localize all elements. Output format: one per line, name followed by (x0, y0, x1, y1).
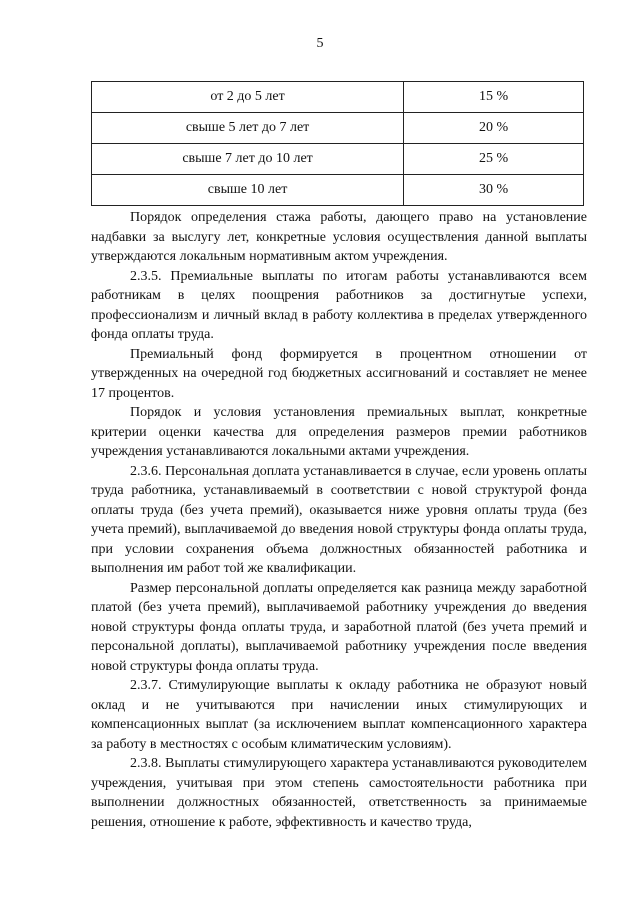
table-row (92, 144, 584, 175)
document-body (91, 208, 587, 832)
table-cell-rate: 25 % (404, 144, 584, 175)
paragraph-2-3-8: 2.3.8. Выплаты стимулирующего характера устанавливаются руководителем учреждения, учитывая при этом степень самостоятельности работника при выполнении должностных обязанностей, ответственность за принимаемые решения, отношение к работе, эффективность и качество труда, (91, 756, 587, 830)
paragraph-personal-surcharge-size: Размер персональной доплаты определяется как разница между заработной платой (без учета премий), выплачиваемой работнику учреждения до введения новой структуры фонда оплаты труда, и заработной платой (без учета премий и персональной доплаты), выплачиваемой работнику учреждения после введения новой структуры фонда оплаты труда. (91, 580, 587, 674)
table-row (92, 175, 584, 206)
table-cell-rate: 20 % (404, 113, 584, 144)
table-row (92, 113, 584, 144)
table-cell-period: свыше 7 лет до 10 лет (92, 144, 404, 175)
paragraph-bonus-criteria: Порядок и условия установления премиальных выплат, конкретные критерии оценки качества для определения размеров премии работников учреждения устанавливаются локальными актами учреждения. (91, 405, 587, 459)
table-cell-period: свыше 5 лет до 7 лет (92, 113, 404, 144)
seniority-rate-table (91, 81, 584, 206)
paragraph-bonus-fund: Премиальный фонд формируется в процентном отношении от утвержденных на очередной год бюджетных ассигнований и составляет не менее 17 процентов. (91, 346, 587, 401)
paragraph-seniority-order: Порядок определения стажа работы, дающего право на установление надбавки за выслугу лет, конкретные условия осуществления данной выплаты утверждаются локальным нормативным актом учреждения. (91, 210, 587, 264)
table-cell-period: свыше 10 лет (92, 175, 404, 206)
table-cell-rate: 30 % (404, 175, 584, 206)
page-number: 5 (316, 36, 324, 51)
table-row (92, 82, 584, 113)
table-cell-period: от 2 до 5 лет (92, 82, 404, 113)
paragraph-2-3-6: 2.3.6. Персональная доплата устанавливается в случае, если уровень оплаты труда работника, устанавливаемый в соответствии с новой структурой фонда оплаты труда (без учета премий), оказывается ниже уровня оплаты труда (без учета премий), выплачиваемой до введения новой структуры фонда оплаты труда, при условии сохранения объема должностных обязанностей работника и выполнения им работ той же квалификации. (91, 463, 587, 576)
paragraph-2-3-5: 2.3.5. Премиальные выплаты по итогам работы устанавливаются всем работникам в целях поощрения работников за достигнутые успехи, профессионализм и личный вклад в работу коллектива в пределах утвержденного фонда оплаты труда. (91, 268, 587, 342)
table-cell-rate: 15 % (404, 82, 584, 113)
paragraph-2-3-7: 2.3.7. Стимулирующие выплаты к окладу работника не образуют новый оклад и не учитываются при начислении иных стимулирующих и компенсационных выплат (за исключением выплат компенсационного характера за работу в местностях с особым климатическим условиям). (91, 678, 587, 752)
